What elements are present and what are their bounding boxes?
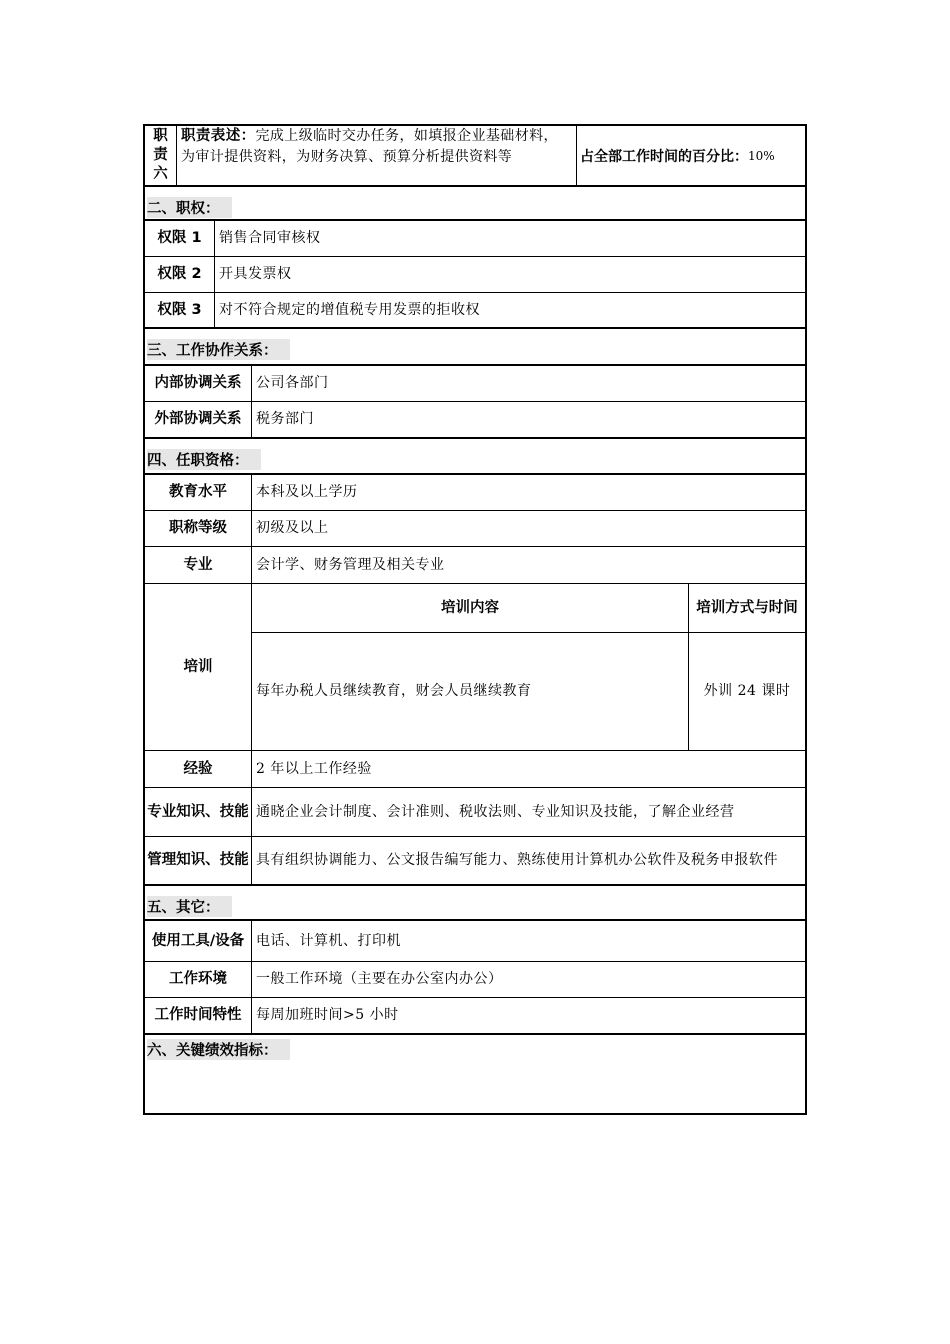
authority-row-1 — [143, 221, 807, 257]
relations-section-title: 三、工作协作关系： — [145, 329, 805, 364]
management-value: 具有组织协调能力、公文报告编写能力、熟练使用计算机办公软件及税务申报软件 — [251, 837, 805, 884]
training-subtable — [251, 584, 805, 750]
percentage-value: 10% — [748, 148, 775, 163]
education-row — [143, 475, 807, 511]
work-time-value: 每周加班时间>5 小时 — [251, 998, 805, 1033]
external-relations-row — [143, 402, 807, 439]
experience-row — [143, 751, 807, 788]
management-row — [143, 837, 807, 886]
percentage-label: 占全部工作时间的百分比： — [580, 148, 748, 165]
duty-six-percentage — [576, 126, 805, 185]
training-method: 外训 24 课时 — [688, 632, 805, 750]
knowledge-row — [143, 788, 807, 837]
training-content-header: 培训内容 — [441, 599, 499, 616]
major-label: 专业 — [183, 556, 213, 573]
authority-3-value: 对不符合规定的增值税专用发票的拒收权 — [214, 293, 805, 327]
internal-relations-label: 内部协调关系 — [154, 375, 242, 391]
training-row — [143, 584, 807, 751]
work-time-row — [143, 998, 807, 1035]
duty-six-char-3: 六 — [153, 166, 168, 182]
other-section-row — [143, 886, 807, 921]
qualifications-section-row — [143, 439, 807, 475]
authority-section-title: 二、职权： — [145, 187, 805, 219]
qualifications-section-title: 四、任职资格： — [145, 439, 805, 473]
other-section-title: 五、其它： — [145, 886, 805, 919]
major-row — [143, 547, 807, 584]
tools-value: 电话、计算机、打印机 — [251, 921, 805, 961]
title-level-row — [143, 511, 807, 547]
knowledge-value: 通晓企业会计制度、会计准则、税收法则、专业知识及技能，了解企业经营 — [251, 788, 805, 836]
experience-label: 经验 — [183, 760, 213, 777]
duty-description-text: 完成上级临时交办任务，如填报企业基础材料，为审计提供资料，为财务决算、预算分析提供资料等 — [181, 128, 558, 165]
authority-2-label: 权限 2 — [157, 266, 202, 282]
authority-section-row — [143, 187, 807, 221]
tools-label: 使用工具/设备 — [151, 932, 245, 949]
job-description-table — [143, 124, 807, 1115]
environment-value: 一般工作环境（主要在办公室内办公） — [251, 962, 805, 997]
major-value: 会计学、财务管理及相关专业 — [251, 547, 805, 583]
training-content: 每年办税人员继续教育，财会人员继续教育 — [256, 682, 532, 699]
kpi-section-row — [143, 1035, 807, 1115]
experience-value: 2 年以上工作经验 — [251, 751, 805, 787]
work-time-label: 工作时间特性 — [154, 1007, 242, 1023]
environment-label: 工作环境 — [169, 971, 227, 987]
training-body-row — [252, 632, 805, 750]
authority-1-value: 销售合同审核权 — [214, 221, 805, 256]
education-value: 本科及以上学历 — [251, 475, 805, 510]
duty-description-label: 职责表述： — [181, 128, 256, 144]
duty-six-description — [176, 126, 576, 185]
authority-3-label: 权限 3 — [157, 301, 202, 318]
duty-six-char-2: 责 — [153, 147, 168, 163]
training-method-header: 培训方式与时间 — [688, 584, 805, 632]
environment-row — [143, 962, 807, 998]
relations-section-row — [143, 329, 807, 366]
duty-six-char-1: 职 — [153, 128, 168, 144]
external-relations-value: 税务部门 — [251, 402, 805, 437]
external-relations-label: 外部协调关系 — [154, 411, 242, 427]
internal-relations-value: 公司各部门 — [251, 366, 805, 401]
duty-six-row — [143, 124, 807, 187]
kpi-section-title: 六、关键绩效指标： — [145, 1035, 805, 1113]
title-level-label: 职称等级 — [169, 520, 227, 536]
internal-relations-row — [143, 366, 807, 402]
authority-1-label: 权限 1 — [157, 230, 202, 246]
authority-2-value: 开具发票权 — [214, 257, 805, 292]
management-label: 管理知识、技能 — [147, 852, 249, 868]
authority-row-3 — [143, 293, 807, 329]
tools-row — [143, 921, 807, 962]
duty-six-label — [145, 126, 176, 185]
training-label: 培训 — [183, 658, 213, 675]
title-level-value: 初级及以上 — [251, 511, 805, 546]
authority-row-2 — [143, 257, 807, 293]
training-header-row — [252, 584, 805, 633]
education-label: 教育水平 — [169, 484, 227, 500]
knowledge-label: 专业知识、技能 — [147, 803, 249, 820]
